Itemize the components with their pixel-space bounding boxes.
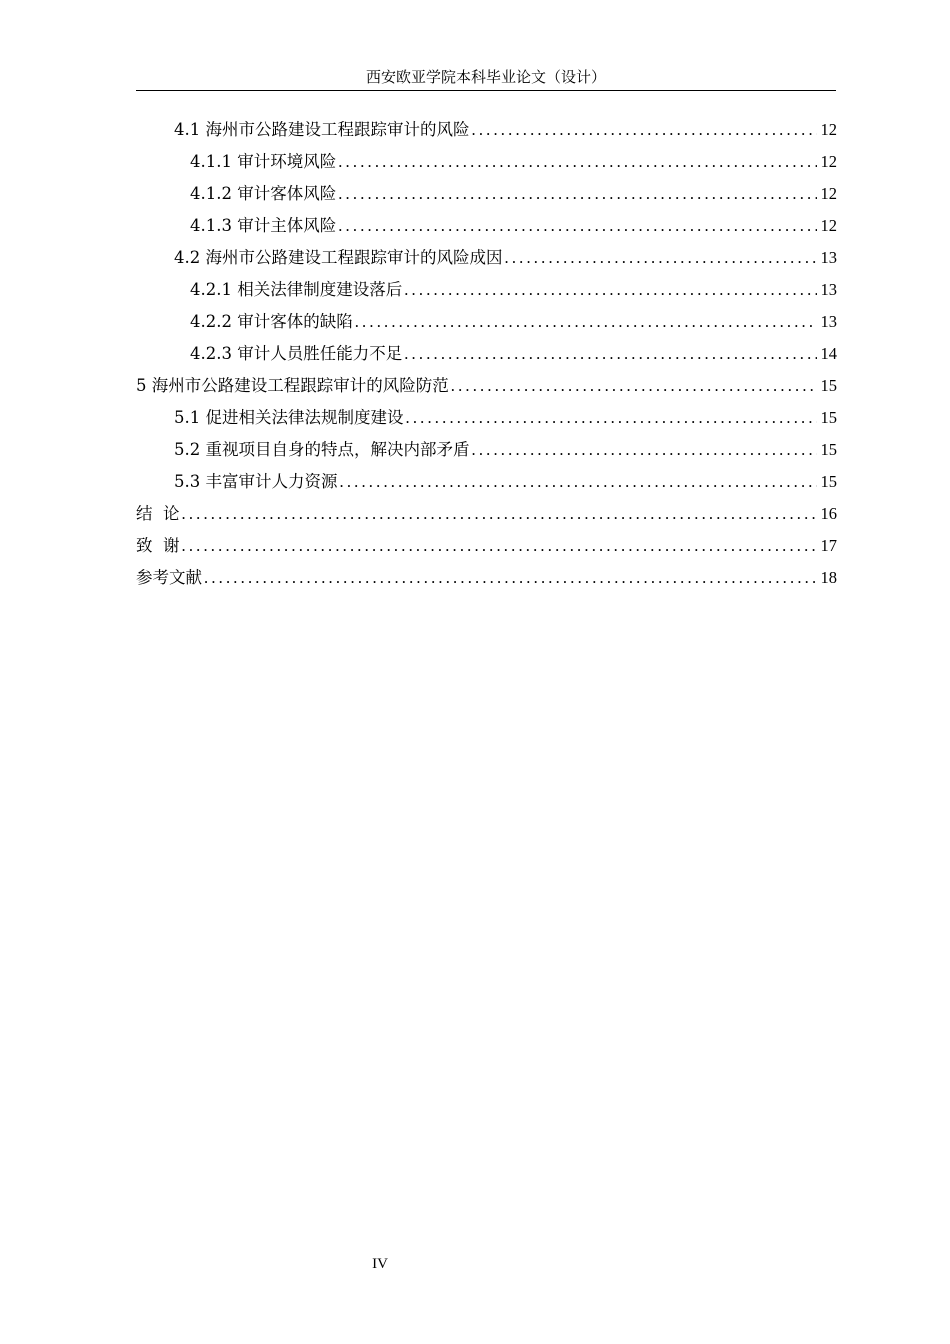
toc-entry[interactable] (136, 470, 837, 502)
toc-leader-dots (340, 470, 817, 494)
toc-leader-dots (451, 374, 817, 398)
toc-leader-dots (404, 278, 816, 302)
toc-entry-page: 15 (820, 472, 837, 491)
toc-entry-title: 5.1 促进相关法律法规制度建设 (174, 408, 404, 427)
toc-entry-page: 13 (820, 248, 837, 267)
page-footer (0, 1256, 950, 1273)
toc-entry[interactable] (136, 214, 837, 246)
toc-entry-title: 4.1.2 审计客体风险 (190, 184, 337, 203)
toc-entry[interactable] (136, 150, 837, 182)
toc-leader-dots (182, 534, 817, 558)
page-number: IV (372, 1256, 388, 1272)
toc-entry-page: 14 (820, 344, 837, 363)
toc-entry-page: 13 (820, 312, 837, 331)
toc-entry-title: 4.2.1 相关法律制度建设落后 (190, 280, 403, 299)
toc-entry-page: 16 (820, 504, 837, 523)
toc-entry-title: 5.2 重视项目自身的特点，解决内部矛盾 (174, 440, 470, 459)
toc-entry-page: 12 (820, 216, 837, 235)
toc-entry-title: 5 海州市公路建设工程跟踪审计的风险防范 (136, 376, 449, 395)
toc-entry-page: 13 (820, 280, 837, 299)
toc-entry-page: 17 (820, 536, 837, 555)
toc-entry-title: 4.1.1 审计环境风险 (190, 152, 337, 171)
toc-entry-page: 12 (820, 152, 837, 171)
toc-entry-page: 15 (820, 408, 837, 427)
toc-entry[interactable] (136, 342, 837, 374)
toc-entry[interactable] (136, 246, 837, 278)
toc-entry[interactable] (136, 310, 837, 342)
toc-entry-title: 参考文献 (136, 568, 202, 587)
toc-entry[interactable] (136, 374, 837, 406)
page-header (136, 66, 836, 91)
toc-entry-title: 结 论 (136, 504, 180, 523)
toc-leader-dots (406, 406, 817, 430)
toc-entry-page: 18 (820, 568, 837, 587)
toc-entry[interactable] (136, 278, 837, 310)
toc-entry-title: 4.1.3 审计主体风险 (190, 216, 337, 235)
table-of-contents (136, 118, 837, 598)
toc-entry-page: 15 (820, 440, 837, 459)
toc-entry[interactable] (136, 182, 837, 214)
toc-entry-page: 12 (820, 184, 837, 203)
toc-leader-dots (472, 118, 817, 142)
toc-entry[interactable] (136, 118, 837, 150)
toc-leader-dots (338, 150, 816, 174)
toc-leader-dots (355, 310, 817, 334)
toc-entry[interactable] (136, 438, 837, 470)
toc-entry-title: 4.2.3 审计人员胜任能力不足 (190, 344, 403, 363)
toc-entry-title: 4.2.2 审计客体的缺陷 (190, 312, 353, 331)
toc-leader-dots (338, 182, 816, 206)
toc-leader-dots (404, 342, 816, 366)
toc-entry-title: 5.3 丰富审计人力资源 (174, 472, 338, 491)
toc-entry-page: 15 (820, 376, 837, 395)
toc-entry[interactable] (136, 406, 837, 438)
toc-entry-page: 12 (820, 120, 837, 139)
header-title: 西安欧亚学院本科毕业论文（设计） (365, 68, 606, 86)
toc-entry[interactable] (136, 502, 837, 534)
toc-entry[interactable] (136, 534, 837, 566)
toc-leader-dots (204, 566, 817, 590)
toc-leader-dots (338, 214, 816, 238)
toc-entry-title: 致 谢 (136, 536, 180, 555)
toc-leader-dots (182, 502, 817, 526)
toc-entry-title: 4.1 海州市公路建设工程跟踪审计的风险 (174, 120, 470, 139)
toc-leader-dots (505, 246, 817, 270)
toc-entry[interactable] (136, 566, 837, 598)
toc-entry-title: 4.2 海州市公路建设工程跟踪审计的风险成因 (174, 248, 503, 267)
toc-leader-dots (472, 438, 817, 462)
